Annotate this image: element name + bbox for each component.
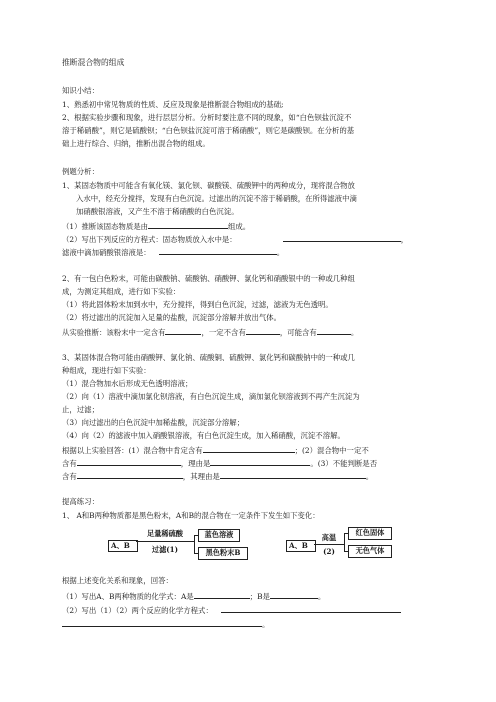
example-1-question-1: [62, 220, 250, 232]
example-1-line-3: 加硝酸银溶液，又产生不溶于稀硝酸的白色沉淀。: [76, 207, 239, 216]
answer-blank[interactable]: [148, 220, 228, 229]
example-1-line-1: 1、某固态物质中可能含有氧化镁、氯化钡、碳酸镁、硫酸钾中的两种成分，现将混合物放: [62, 181, 355, 190]
question-text: ，可能含有: [279, 328, 317, 337]
answer-blank[interactable]: [62, 618, 262, 627]
question-text: 。: [350, 328, 359, 337]
example-2-conclusion: [62, 326, 358, 338]
question-text: 。: [262, 620, 270, 629]
question-text: ，理由是: [180, 459, 211, 468]
question-text: 含有: [62, 472, 77, 481]
knowledge-point-2-line-3: 础上进行综合、归纳，推断出混合物的组成。: [62, 139, 210, 148]
answer-blank[interactable]: [194, 590, 250, 599]
question-text: 。(3）不能判断是否: [310, 459, 378, 468]
example-2-line-2: 成，为测定其组成，进行如下实验：: [62, 287, 181, 296]
left-arrow-line: [136, 541, 194, 542]
example-2-step-1: （1）将此固体粉末加到水中，充分搅拌，得到白色沉淀，过滤，滤液为无色透明。: [62, 300, 333, 309]
question-text: （1）写出A、B两种物质的化学式：A是: [62, 592, 194, 601]
answer-blank[interactable]: [165, 326, 201, 335]
example-1-line-2: 入水中，经充分搅拌，发现有白色沉淀。过滤出的沉淀不溶于稀硝酸，在所得滤液中滴: [76, 194, 357, 203]
question-text: （2）写出下列反应的方程式：固态物质放入水中是：: [62, 235, 237, 244]
right-branch-line: [344, 533, 345, 551]
left-output-top: 蓝色溶液: [198, 529, 240, 542]
knowledge-point-2-line-1: 2、根据实验步骤和现象，进行层层分析。分析时要注意不同的现象，如“白色钡盐沉淀不: [62, 113, 352, 122]
question-text: 滤液中滴加硝酸银溶液是：: [62, 248, 151, 257]
answer-blank[interactable]: [203, 444, 295, 453]
left-output-bottom: 黑色粉末B: [198, 547, 248, 560]
example-3-answer-line-2: [62, 457, 377, 469]
example-3-step-1: （1）混合物加水后形成无色透明溶液；: [62, 379, 193, 388]
question-text: ；(2）混合物中一定不: [294, 446, 369, 455]
answer-blank[interactable]: [283, 233, 401, 242]
practice-answer-2: [62, 604, 401, 616]
knowledge-point-2-line-2: 溶于稀硝酸”，则它是硫酸钡；“白色钡盐沉淀可溶于稀硝酸”，则它是碳酸钡。在分析的基: [62, 126, 355, 135]
page-title: 推断混合物的组成: [62, 58, 125, 67]
left-start-box: A、B: [108, 540, 138, 552]
question-text: 。: [317, 592, 326, 601]
knowledge-heading: 知识小结：: [62, 86, 99, 95]
example-3-line-2: 种组成，现进行如下实验：: [62, 366, 151, 375]
example-1-question-3: [62, 246, 284, 258]
answer-blank[interactable]: [246, 326, 280, 335]
question-text: ；B是: [249, 592, 270, 601]
practice-answer-intro: 根据上述变化关系和现象，回答：: [62, 576, 173, 585]
question-text: 从实验推断：该粉末中一定含有: [62, 328, 166, 337]
answer-blank[interactable]: [220, 470, 366, 479]
examples-heading: 例题分析：: [62, 167, 99, 176]
right-output-top: 红色固体: [348, 527, 392, 540]
right-arrow-line: [314, 544, 344, 545]
example-3-step-2-line-1: （2）向（1）溶液中滴加氯化钡溶液，有白色沉淀生成，滴加氯化钡溶液到不再产生沉淀为: [62, 392, 360, 401]
question-text: 。: [276, 248, 285, 257]
example-3-step-4: （4）向（2）的滤液中加入硝酸银溶液，有白色沉淀生成，加入稀硝酸，沉淀不溶解。: [62, 431, 345, 440]
answer-blank[interactable]: [221, 604, 401, 613]
answer-blank[interactable]: [77, 457, 181, 466]
question-text: （2）写出（1）（2）两个反应的化学方程式：: [62, 606, 213, 615]
left-branch-line: [194, 535, 195, 553]
practice-question-1: 1、 A和B两种物质都是黑色粉末，A和B的混合物在一定条件下发生如下变化：: [62, 511, 320, 520]
example-1-question-2: [62, 233, 408, 245]
right-bottom-condition: (2): [323, 547, 335, 556]
practice-answer-1: [62, 590, 325, 602]
answer-blank[interactable]: [317, 326, 351, 335]
question-text: ，其理由是: [182, 472, 220, 481]
knowledge-point-1: 1、熟悉初中常见物质的性质、反应及现象是推断混合物组成的基础;: [62, 100, 284, 109]
question-text: （1）推断该固态物质是由: [62, 222, 149, 231]
practice-answer-2-continued: [62, 618, 269, 630]
answer-blank[interactable]: [210, 457, 310, 466]
question-text: ，: [400, 235, 409, 244]
example-2-line-1: 2、有一包白色粉末，可能由碳酸钠、硫酸钠、硝酸钾、氯化钙和硝酸银中的一种或几种组: [62, 274, 355, 283]
example-3-step-3: （3）向过滤出的白色沉淀中加稀盐酸，沉淀部分溶解；: [62, 418, 245, 427]
right-top-condition: 高温: [321, 533, 337, 542]
question-text: 含有: [62, 459, 77, 468]
question-text: 组成。: [228, 222, 251, 231]
left-top-condition: 足量稀硫酸: [147, 529, 183, 538]
right-output-bottom: 无色气体: [348, 545, 392, 558]
example-3-step-2-line-2: 止，过滤；: [62, 405, 99, 414]
example-3-answer-line-3: [62, 470, 373, 482]
answer-blank[interactable]: [270, 590, 318, 599]
practice-heading: 提高练习：: [62, 497, 99, 506]
question-text: 根据以上实验回答：(1）混合物中肯定含有: [62, 446, 203, 455]
question-text: ，一定不含有: [201, 328, 246, 337]
left-bottom-condition: 过滤(1): [151, 545, 179, 554]
example-3-line-1: 3、某固体混合物可能由硝酸钾、氯化钠、硫酸铜、硫酸钾、氯化钙和碳酸钠中的一种或几: [62, 353, 355, 362]
answer-blank[interactable]: [77, 470, 183, 479]
example-2-step-2: （2）将过滤出的沉淀加入足量的盐酸，沉淀部分溶解并放出气体。: [62, 313, 282, 322]
example-3-answer-line-1: [62, 444, 369, 456]
question-text: 。: [365, 472, 374, 481]
answer-blank[interactable]: [159, 246, 277, 255]
right-start-box: A、B: [286, 540, 316, 552]
